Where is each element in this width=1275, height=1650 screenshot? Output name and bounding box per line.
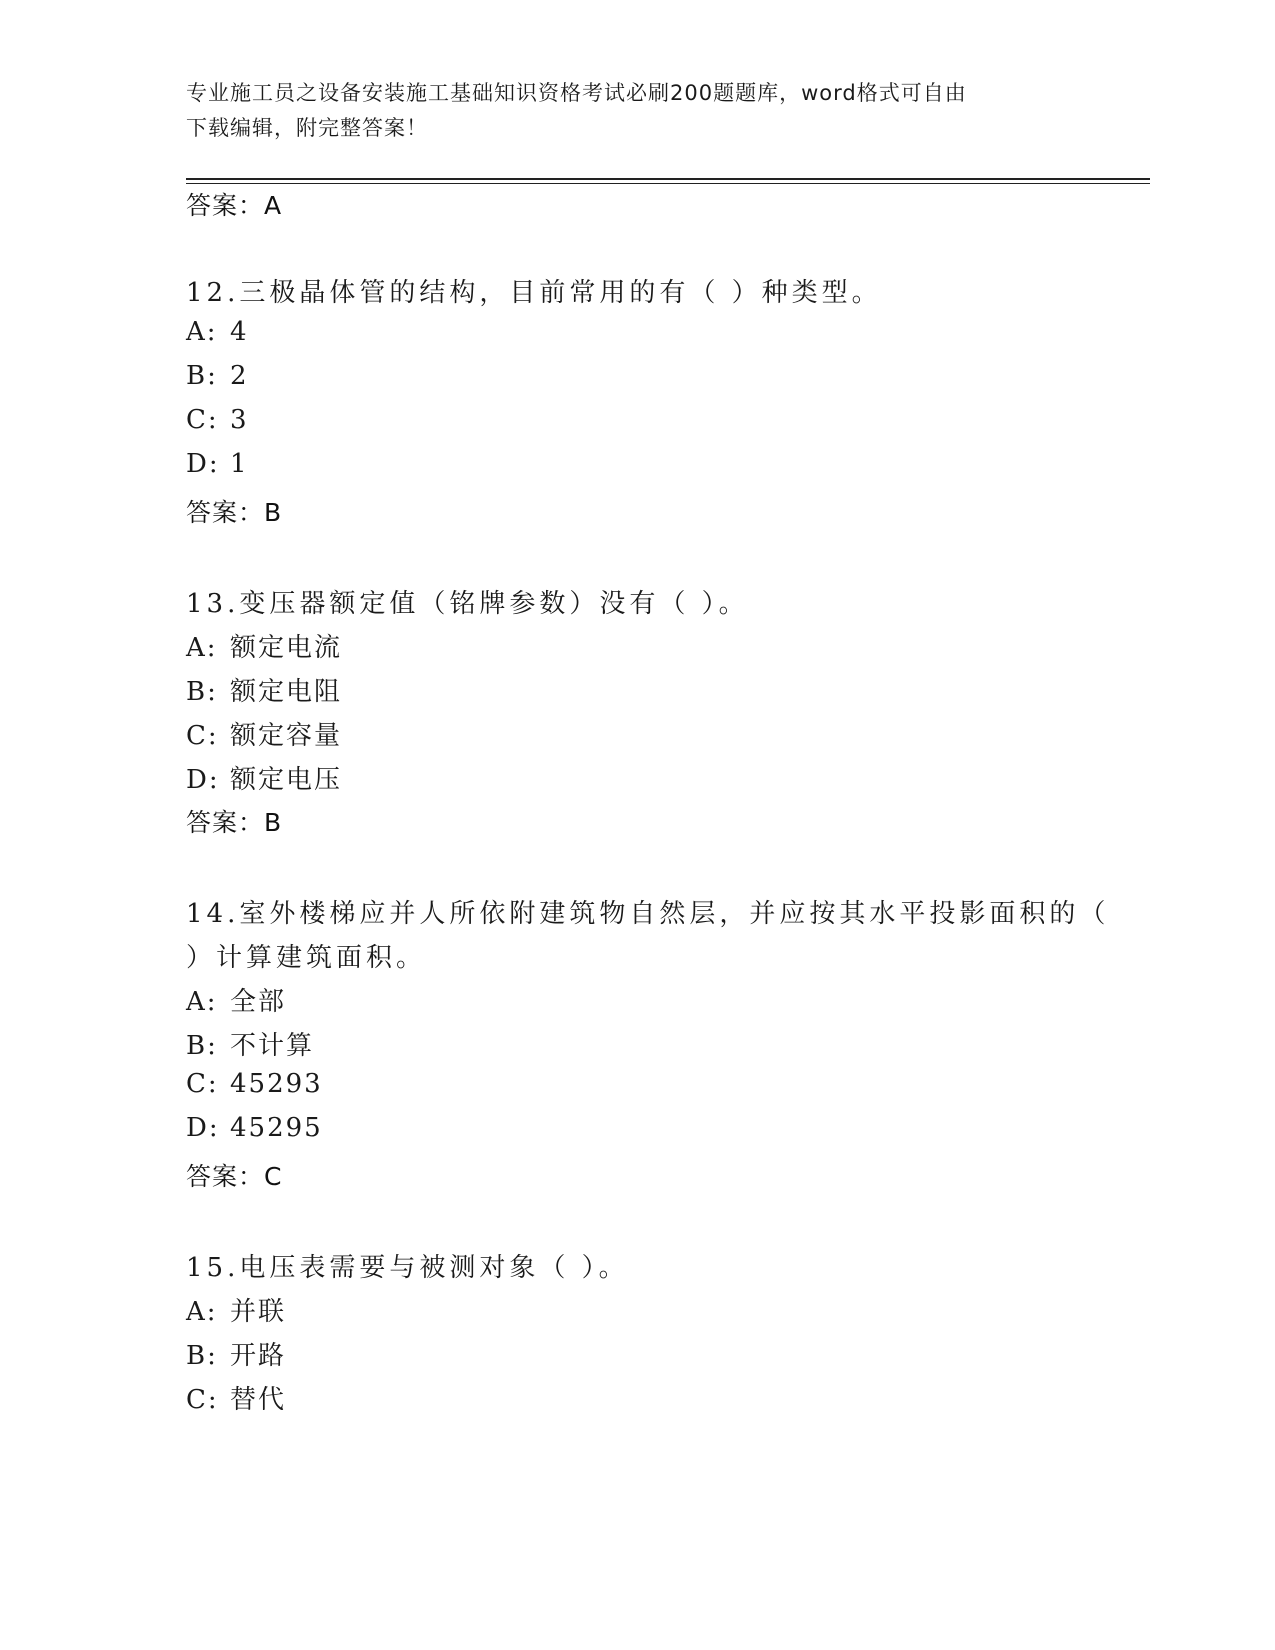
option-key: B: [186,1031,218,1061]
option-key: A: [186,987,218,1017]
option-key: D: [186,765,220,795]
option-key: A: [186,633,218,663]
question-13-option-b [186,671,342,708]
question-14-option-a [186,981,286,1018]
option-value: 2 [230,361,249,391]
question-12-option-b [186,361,249,391]
header-line-2: 下载编辑，附完整答案！ [186,116,428,140]
option-value: 4 [230,317,249,347]
header-line-1: 专业施工员之设备安装施工基础知识资格考试必刷200题题库，word格式可自由 [186,81,967,105]
option-value: 3 [230,405,249,435]
question-13-option-d [186,759,342,796]
document-header [186,76,1066,146]
option-key: D: [186,1113,220,1143]
question-15-text: 15.电压表需要与被测对象（ ）。 [186,1253,629,1283]
option-key: B: [186,361,218,391]
option-key: C: [186,721,219,751]
option-value: 额定容量 [230,721,343,751]
option-key: C: [186,1385,219,1415]
option-key: B: [186,677,218,707]
option-value: 1 [230,449,249,479]
option-key: C: [186,1069,219,1099]
previous-answer: 答案：A [186,191,283,220]
question-14-option-b [186,1025,314,1062]
question-12-option-a [186,317,249,347]
question-15-option-b [186,1335,286,1372]
question-12-answer: 答案：B [186,498,283,527]
question-12-option-c [186,405,249,435]
option-value: 全部 [230,987,287,1017]
option-key: D: [186,449,220,479]
question-13-text: 13.变压器额定值（铭牌参数）没有（ ）。 [186,589,749,619]
question-15-option-a [186,1291,286,1328]
question-15-option-c [186,1379,286,1416]
option-key: A: [186,1297,218,1327]
question-12-option-d [186,449,249,479]
option-value: 并联 [230,1297,287,1327]
option-value: 45293 [230,1069,323,1099]
option-value: 开路 [230,1341,287,1371]
question-14-text-line-2: ）计算建筑面积。 [186,943,427,973]
question-13-option-a [186,627,342,664]
question-12-text: 12.三极晶体管的结构，目前常用的有（ ）种类型。 [186,278,882,308]
header-divider-thin [186,183,1150,184]
option-value: 45295 [230,1113,323,1143]
question-14-option-c [186,1069,323,1099]
question-13-answer: 答案：B [186,808,283,837]
header-divider-thick [186,178,1150,180]
option-value: 不计算 [230,1031,315,1061]
option-key: B: [186,1341,218,1371]
option-value: 额定电流 [230,633,343,663]
question-14-answer: 答案：C [186,1162,283,1191]
option-value: 额定电阻 [230,677,343,707]
option-key: A: [186,317,218,347]
option-key: C: [186,405,219,435]
option-value: 额定电压 [230,765,343,795]
question-14-option-d [186,1113,323,1143]
question-13-option-c [186,715,342,752]
option-value: 替代 [230,1385,287,1415]
question-14-text-line-1: 14.室外楼梯应并人所依附建筑物自然层，并应按其水平投影面积的（ [186,899,1110,929]
